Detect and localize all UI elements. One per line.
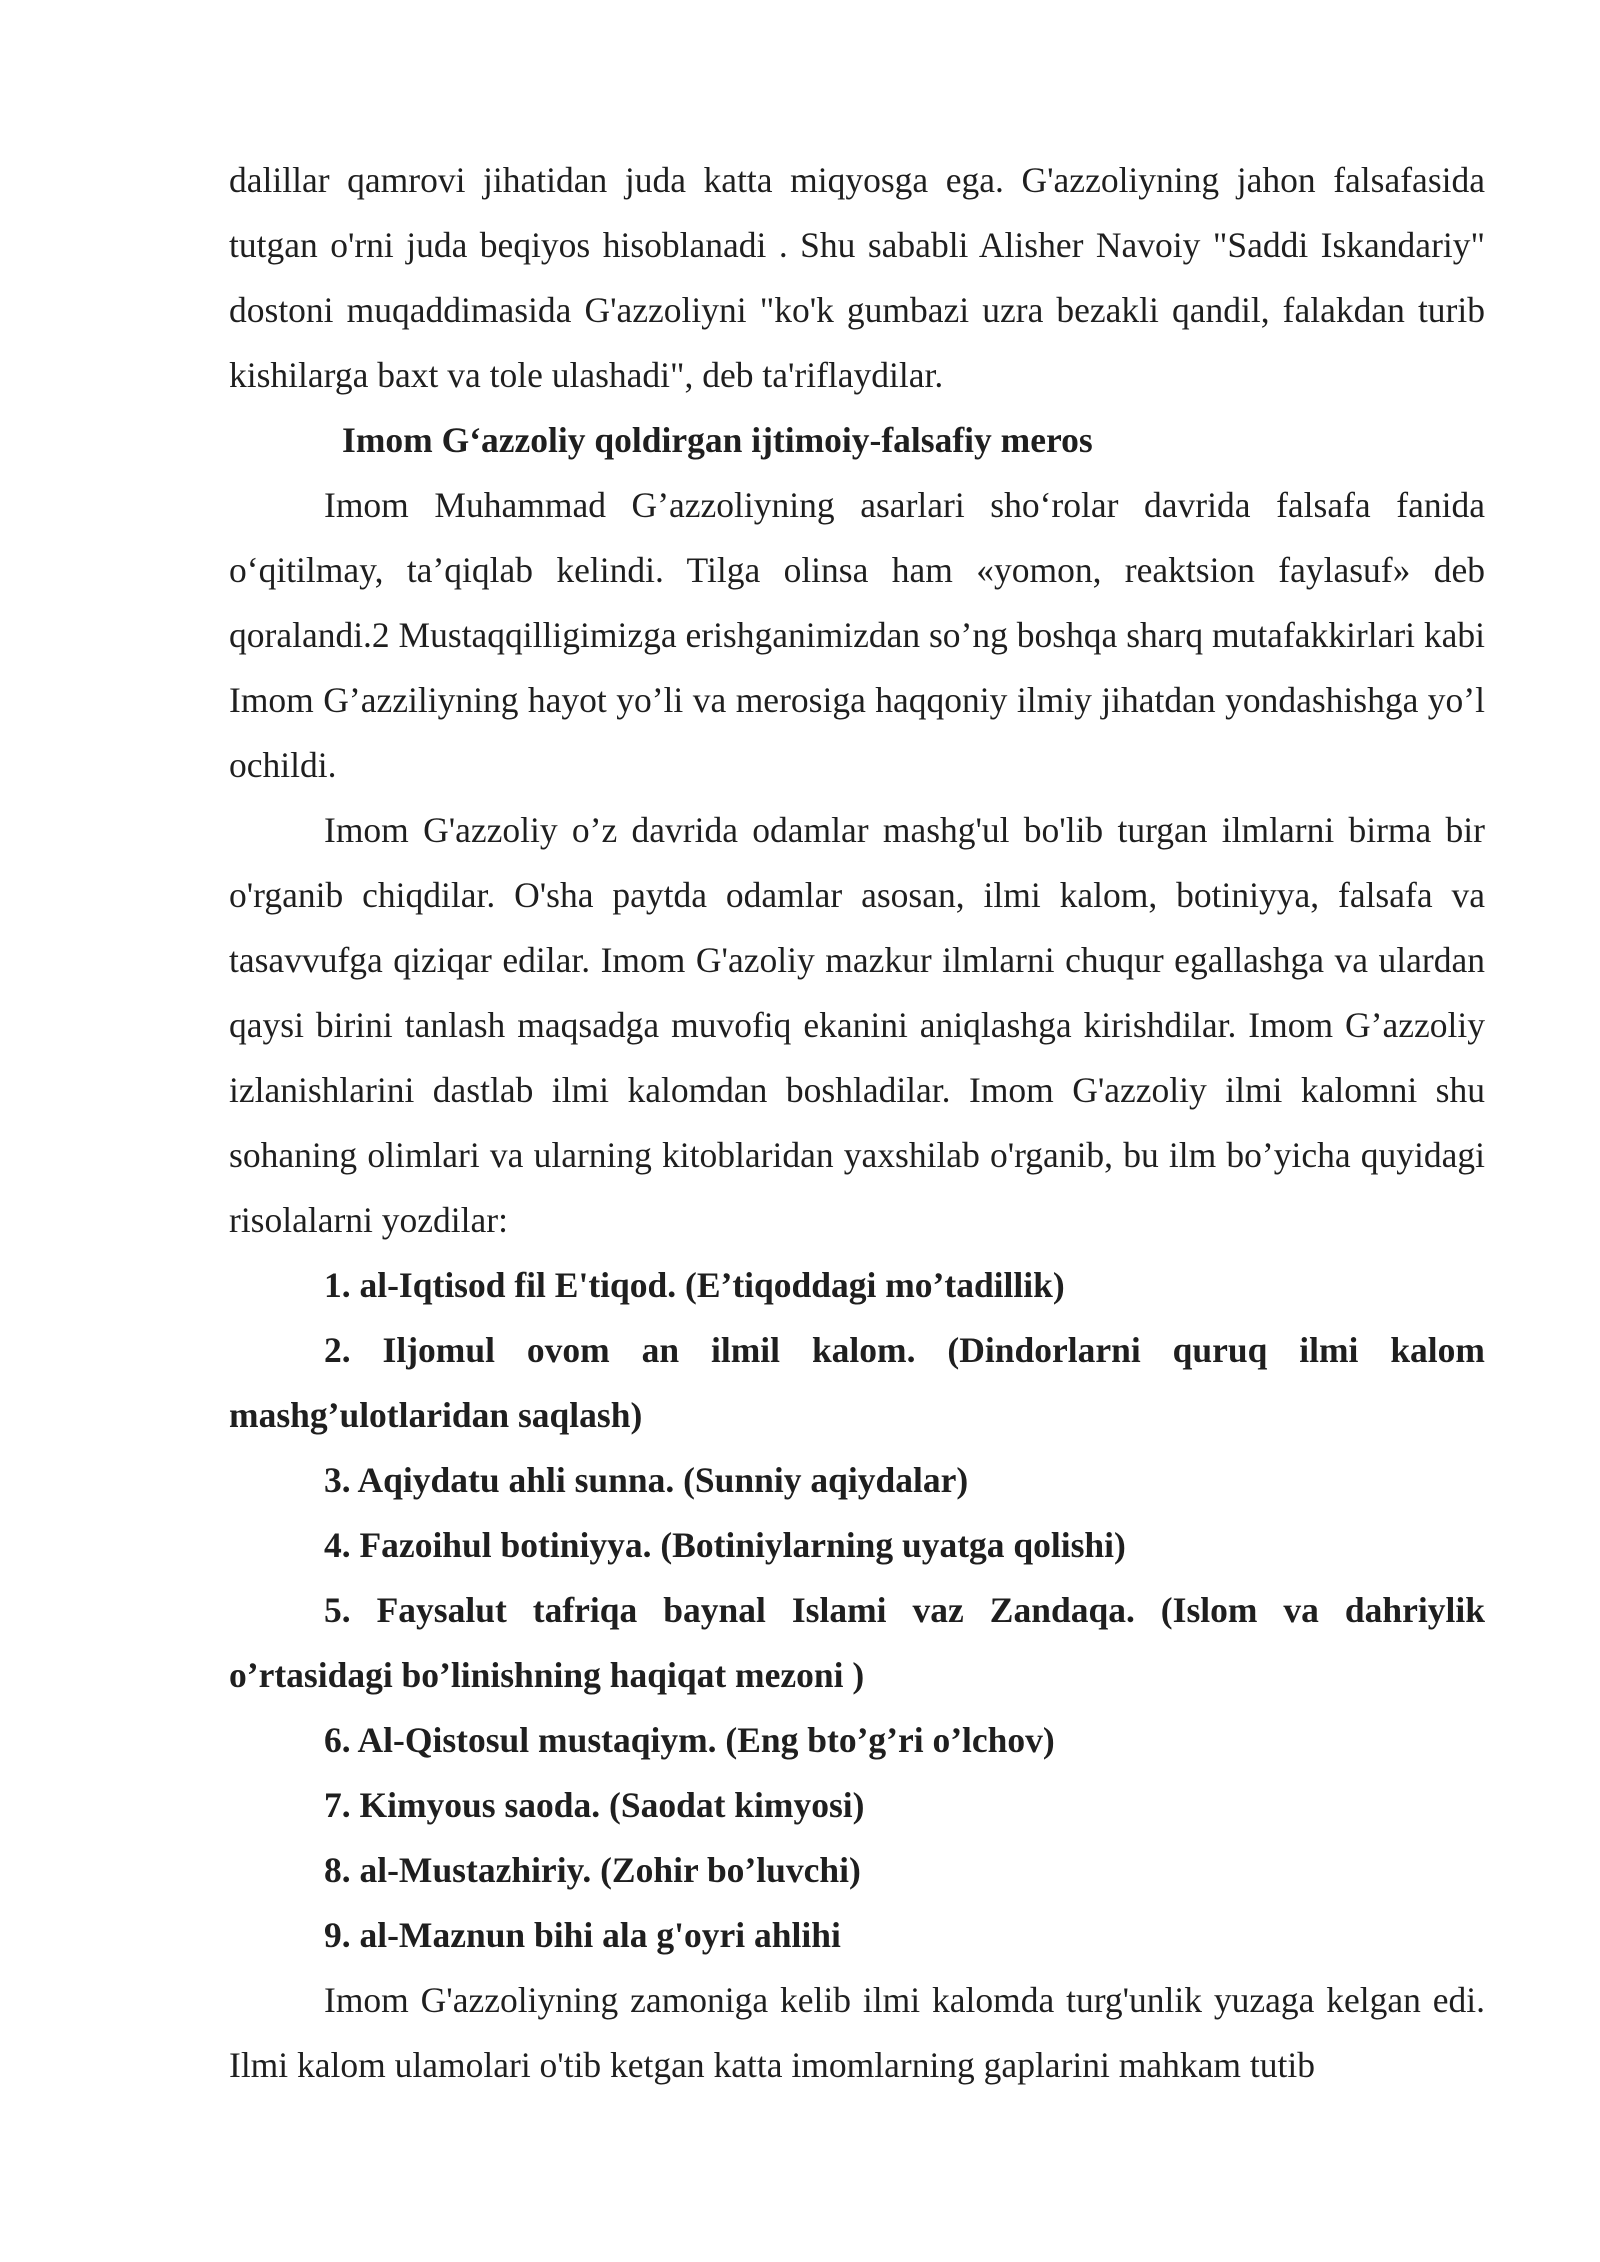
paragraph-2: Imom Muhammad G’azzoliyning asarlari sho‘rolar davrida falsafa fanida o‘qitilmay, ta’qiqlab kelindi. Tilga olinsa ham «yomon, reaktsion faylasuf» deb qoralandi.2 Mustaqqilligimizga erishganimizdan so’ng boshqa sharq mutafakkirlari kabi Imom G’azziliyning hayot yo’li va merosiga haqqoniy ilmiy jihatdan yondashishga yo’l ochildi. <box>229 485 1486 785</box>
paragraph-4: Imom G'azzoliyning zamoniga kelib ilmi kalomda turg'unlik yuzaga kelgan edi. Ilmi kalom ulamolari o'tib ketgan katta imomlarning gaplarini mahkam tutib <box>229 1980 1485 2085</box>
works-list-item-4: 4. Fazoihul botiniyya. (Botiniylarning uyatga qolishi) <box>324 1525 1126 1565</box>
works-list-item-2: 2. Iljomul ovom an ilmil kalom. (Dindorlarni quruq ilmi kalom mashg’ulotlaridan saqlash) <box>229 1330 1485 1435</box>
section-heading: Imom G‘azzoliy qoldirgan ijtimoiy-falsafiy meros <box>342 420 1093 460</box>
works-list-item-6: 6. Al-Qistosul mustaqiym. (Eng bto’g’ri o’lchov) <box>324 1720 1055 1760</box>
paragraph-3: Imom G'azzoliy o’z davrida odamlar mashg'ul bo'lib turgan ilmlarni birma bir o'rganib chiqdilar. O'sha paytda odamlar asosan, ilmi kalom, botiniyya, falsafa va tasavvufga qiziqar edilar. Imom G'azoliy mazkur ilmlarni chuqur egallashga va ulardan qaysi birini tanlash maqsadga muvofiq ekanini aniqlashga kirishdilar. Imom G’azzoliy izlanishlarini dastlab ilmi kalomdan boshladilar. Imom G'azzoliy ilmi kalomni shu sohaning olimlari va ularning kitoblaridan yaxshilab o'rganib, bu ilm bo’yicha quyidagi risolalarni yozdilar: <box>229 810 1485 1240</box>
document-body <box>229 148 1485 2098</box>
works-list-item-9: 9. al-Maznun bihi ala g'oyri ahlihi <box>324 1915 841 1955</box>
works-list-item-5: 5. Faysalut tafriqa baynal Islami vaz Zandaqa. (Islom va dahriylik o’rtasidagi bo’linishning haqiqat mezoni ) <box>229 1590 1485 1695</box>
works-list-item-3: 3. Aqiydatu ahli sunna. (Sunniy aqiydalar) <box>324 1460 969 1500</box>
works-list-item-1: 1. al-Iqtisod fil E'tiqod. (E’tiqoddagi mo’tadillik) <box>324 1265 1065 1305</box>
intro-paragraph: dalillar qamrovi jihatidan juda katta miqyosga ega. G'azzoliyning jahon falsafasida tutgan o'rni juda beqiyos hisoblanadi . Shu sababli Alisher Navoiy "Saddi Iskandariy" dostoni muqaddimasida G'azzoliyni "ko'k gumbazi uzra bezakli qandil, falakdan turib kishilarga baxt va tole ulashadi", deb ta'riflaydilar. <box>229 160 1485 395</box>
works-list-item-8: 8. al-Mustazhiriy. (Zohir bo’luvchi) <box>324 1850 861 1890</box>
works-list-item-7: 7. Kimyous saoda. (Saodat kimyosi) <box>324 1785 865 1825</box>
